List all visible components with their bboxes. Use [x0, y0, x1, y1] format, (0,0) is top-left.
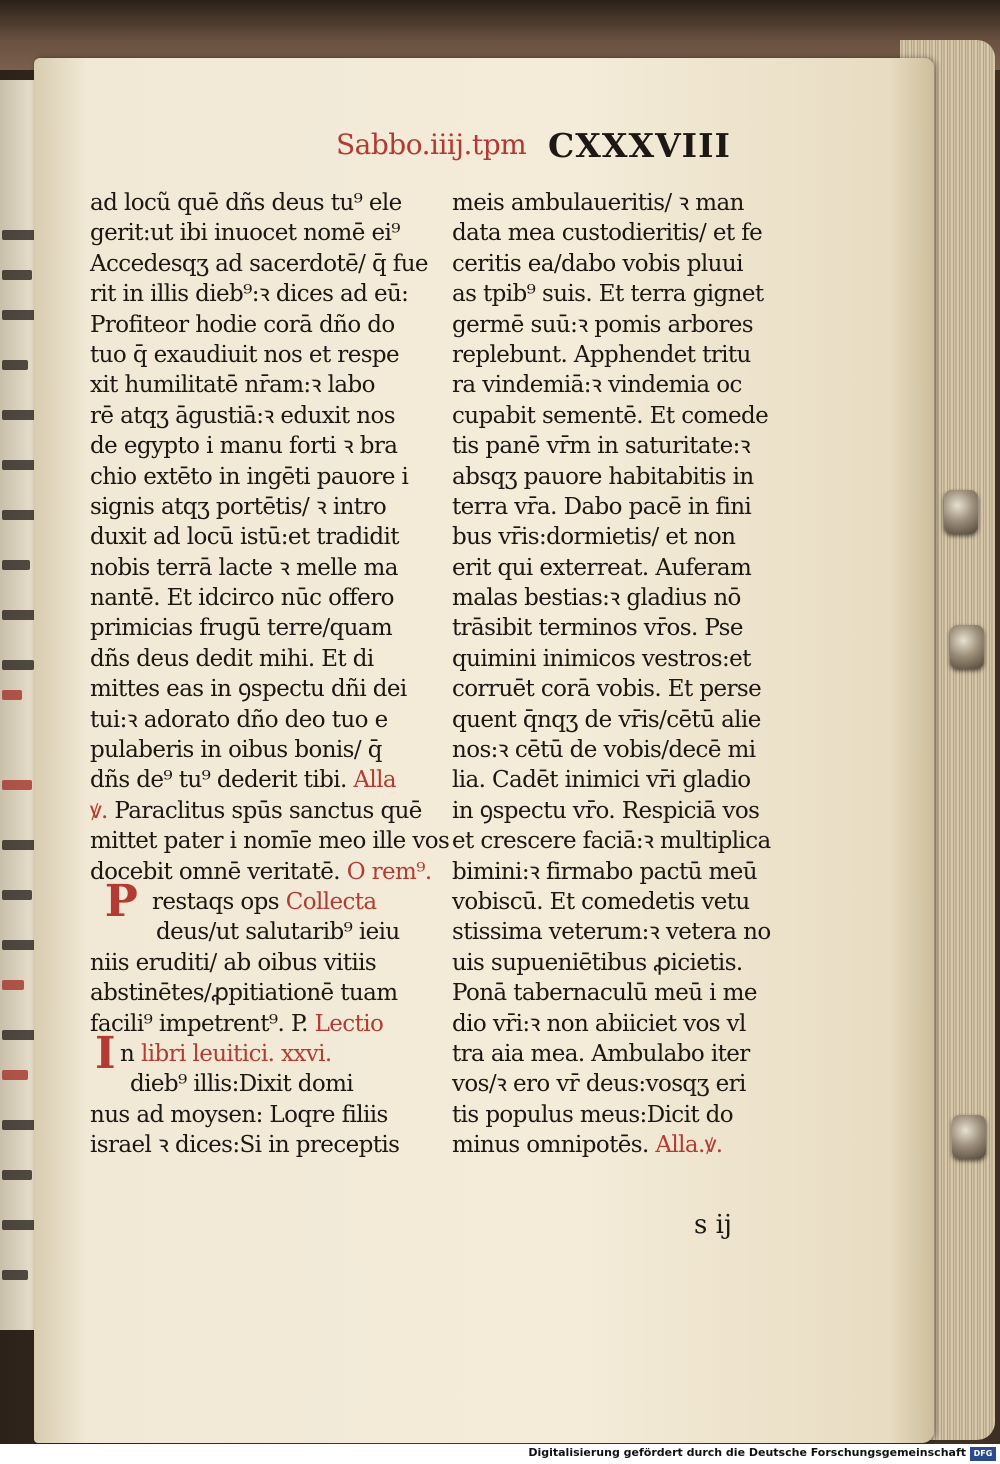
collect-text: restaqs ops	[152, 888, 279, 915]
text-line: gerit:ut ibi inuocet nomē ei⁹	[90, 220, 400, 247]
text-line: rit in illis dieb⁹:ꝛ dices ad eū:	[90, 281, 409, 308]
right-line	[452, 1069, 782, 1099]
left-line	[90, 857, 432, 887]
text-line: dñs de⁹ tu⁹ dederit tibi.	[90, 767, 347, 794]
text-line: dio vr̄i:ꝛ non abiiciet vos vl	[452, 1010, 746, 1037]
text-line: trāsibit terminos vr̄os. Pse	[452, 615, 743, 642]
left-line	[90, 553, 420, 583]
drop-cap-i: I	[95, 1027, 115, 1079]
left-line	[90, 674, 420, 704]
text-line: tra aia mea. Ambulabo iter	[452, 1040, 750, 1067]
text-line: bus vr̄is:dormietis/ et non	[452, 524, 736, 551]
text-line: primicias frugū terre/quam	[90, 615, 393, 642]
running-head-title: Sabbo.iiij.tpm	[336, 128, 527, 161]
right-line	[452, 340, 782, 370]
metal-clasp	[950, 625, 984, 669]
collect-line: deus/ut salutarib⁹ ieiu	[156, 919, 400, 946]
right-line	[452, 705, 782, 735]
right-line	[452, 1039, 782, 1069]
text-line: rē atqʒ āgustiā:ꝛ eduxit nos	[90, 402, 395, 429]
metal-clasp	[944, 490, 978, 534]
left-column	[90, 188, 450, 1161]
collect-line: niis eruditi/ ab oibus vitiis	[90, 949, 377, 976]
text-line: duxit ad locū istū:et tradidit	[90, 524, 399, 551]
left-line	[90, 765, 420, 795]
right-line	[452, 249, 782, 279]
right-line	[452, 310, 782, 340]
right-line	[452, 583, 782, 613]
rubric-text: Alla.ꝟ.	[655, 1132, 723, 1159]
rubric-text: Alla	[353, 767, 397, 794]
text-line: Ponā tabernaculū meū i me	[452, 980, 757, 1007]
left-line	[90, 705, 420, 735]
right-line	[452, 401, 782, 431]
text-line: pulaberis in oibus bonis/ q̄	[90, 737, 382, 764]
left-line	[90, 340, 420, 370]
right-line	[452, 826, 782, 856]
left-line	[90, 188, 420, 218]
text-line: nantē. Et idcirco nūc offero	[90, 585, 394, 612]
text-line: chio extēto in ingēti pauore i	[90, 463, 409, 490]
text-line: data mea custodieritis/ et fe	[452, 220, 763, 247]
right-line	[452, 735, 782, 765]
left-line	[90, 796, 420, 826]
text-line: stissima veterum:ꝛ vetera no	[452, 919, 771, 946]
right-line	[452, 765, 782, 795]
text-line: vobiscū. Et comedetis vetu	[452, 888, 750, 915]
left-line	[90, 644, 420, 674]
text-line: xit humilitatē nr̄am:ꝛ labo	[90, 372, 375, 399]
right-line	[452, 674, 782, 704]
lectio-line: dieb⁹ illis:Dixit domi	[130, 1071, 354, 1098]
lectio-reference: libri leuitici. xxvi.	[140, 1040, 332, 1067]
right-line	[452, 887, 782, 917]
text-line: ra vindemiā:ꝛ vindemia oc	[452, 372, 742, 399]
right-line	[452, 370, 782, 400]
text-line: germē suū:ꝛ pomis arbores	[452, 311, 753, 338]
right-line	[452, 613, 782, 643]
text-line: tis populus meus:Dicit do	[452, 1101, 734, 1128]
text-line: Paraclitus spūs sanctus quē	[114, 797, 422, 824]
collect-line-last	[90, 1009, 420, 1039]
right-column	[452, 188, 782, 1161]
lectio-line: nus ad moysen: Loqre filiis	[90, 1101, 388, 1128]
text-line: tuo q̄ exaudiuit nos et respe	[90, 341, 400, 368]
right-line	[452, 948, 782, 978]
left-line	[90, 492, 420, 522]
left-line	[90, 249, 428, 279]
text-line: mittet pater i nomīe meo ille vos	[90, 828, 450, 855]
right-line	[452, 462, 782, 492]
text-line: bimini:ꝛ firmabo pactū meū	[452, 858, 757, 885]
footer-bar	[0, 1444, 1000, 1464]
right-line	[452, 796, 782, 826]
folio-number: CXXXVIII	[548, 126, 731, 165]
right-line	[452, 1009, 782, 1039]
right-line	[452, 917, 782, 947]
right-line	[452, 218, 782, 248]
collect-text: facili⁹ impetrent⁹. P.	[90, 1010, 308, 1037]
text-line: de egypto i manu forti ꝛ bra	[90, 433, 398, 460]
text-line: lia. Cadēt inimici vr̄i gladio	[452, 767, 751, 794]
text-line: in ꝯspectu vr̄o. Respiciā vos	[452, 797, 760, 824]
lectio-label: Lectio	[314, 1010, 384, 1037]
text-line: malas bestias:ꝛ gladius nō	[452, 585, 741, 612]
right-line	[452, 492, 782, 522]
left-line	[90, 370, 420, 400]
right-line	[452, 188, 782, 218]
text-line: cupabit sementē. Et comede	[452, 402, 769, 429]
left-line	[90, 735, 420, 765]
right-line	[452, 857, 782, 887]
left-line	[90, 279, 420, 309]
left-line	[90, 613, 420, 643]
left-line	[90, 826, 450, 856]
footer-credit: Digitalisierung gefördert durch die Deutsche Forschungsgemeinschaft	[528, 1446, 966, 1459]
right-line	[452, 1130, 782, 1160]
text-line: terra vr̄a. Dabo pacē in fini	[452, 493, 752, 520]
right-line	[452, 1100, 782, 1130]
text-line: absqʒ pauore habitabitis in	[452, 463, 754, 490]
text-line: tis panē vr̄m in saturitate:ꝛ	[452, 433, 751, 460]
drop-cap-p: P	[104, 875, 138, 927]
right-line	[452, 978, 782, 1008]
text-line: Profiteor hodie corā dño do	[90, 311, 395, 338]
text-line: quent q̄nqʒ de vr̄is/cētū alie	[452, 706, 761, 733]
dfg-logo: DFG	[970, 1447, 996, 1461]
signature-mark: s ij	[694, 1210, 732, 1240]
right-line	[452, 431, 782, 461]
text-line: ad locũ quē dñs deus tu⁹ ele	[90, 190, 402, 216]
text-line: ceritis ea/dabo vobis pluui	[452, 250, 743, 277]
right-line	[452, 644, 782, 674]
rubric-versicle: ꝟ.	[90, 797, 108, 824]
lectio-line: israel ꝛ dices:Si in preceptis	[90, 1132, 400, 1159]
text-line: docebit omnē veritatē.	[90, 858, 340, 885]
left-line	[90, 401, 420, 431]
left-line	[90, 310, 420, 340]
text-line: dñs deus dedit mihi. Et di	[90, 645, 374, 672]
text-line: nobis terrā lacte ꝛ melle ma	[90, 554, 398, 581]
text-line: quimini inimicos vestros:et	[452, 645, 751, 672]
left-line	[90, 218, 420, 248]
right-line	[452, 279, 782, 309]
text-line: uis supueniētibus ꝓicietis.	[452, 949, 743, 976]
left-line	[90, 462, 420, 492]
text-line: signis atqʒ portētis/ ꝛ intro	[90, 493, 387, 520]
text-line: et crescere faciā:ꝛ multiplica	[452, 828, 771, 855]
text-line: vos/ꝛ ero vr̄ deus:vosqʒ eri	[452, 1071, 746, 1098]
text-line: minus omnipotēs.	[452, 1132, 649, 1159]
collect-line: abstinētes/ꝓpitiationē tuam	[90, 980, 398, 1007]
right-line	[452, 522, 782, 552]
text-line: nos:ꝛ cētū de vobis/decē mi	[452, 737, 756, 764]
text-line: replebunt. Apphendet tritu	[452, 341, 751, 368]
left-line	[90, 583, 420, 613]
right-line	[452, 553, 782, 583]
rubric-text: O rem⁹.	[346, 858, 432, 885]
lectio-text: n	[120, 1040, 135, 1067]
text-line: meis ambulaueritis/ ꝛ man	[452, 190, 744, 216]
text-line: tui:ꝛ adorato dño deo tuo e	[90, 706, 388, 733]
text-line: Accedesqʒ ad sacerdotē/ q̄ fue	[90, 250, 428, 277]
left-line	[90, 431, 420, 461]
lectio-heading-line	[90, 1027, 420, 1079]
text-line: mittes eas in ꝯspectu dñi dei	[90, 676, 407, 703]
text-line: corruēt corā vobis. Et perse	[452, 676, 762, 703]
text-line: as tpib⁹ suis. Et terra gignet	[452, 281, 764, 308]
text-line: erit qui exterreat. Auferam	[452, 554, 752, 581]
collecta-label: Collecta	[285, 888, 377, 915]
running-head	[336, 128, 776, 168]
metal-clasp	[952, 1115, 986, 1159]
collect-heading-line	[90, 875, 420, 927]
left-line	[90, 522, 420, 552]
